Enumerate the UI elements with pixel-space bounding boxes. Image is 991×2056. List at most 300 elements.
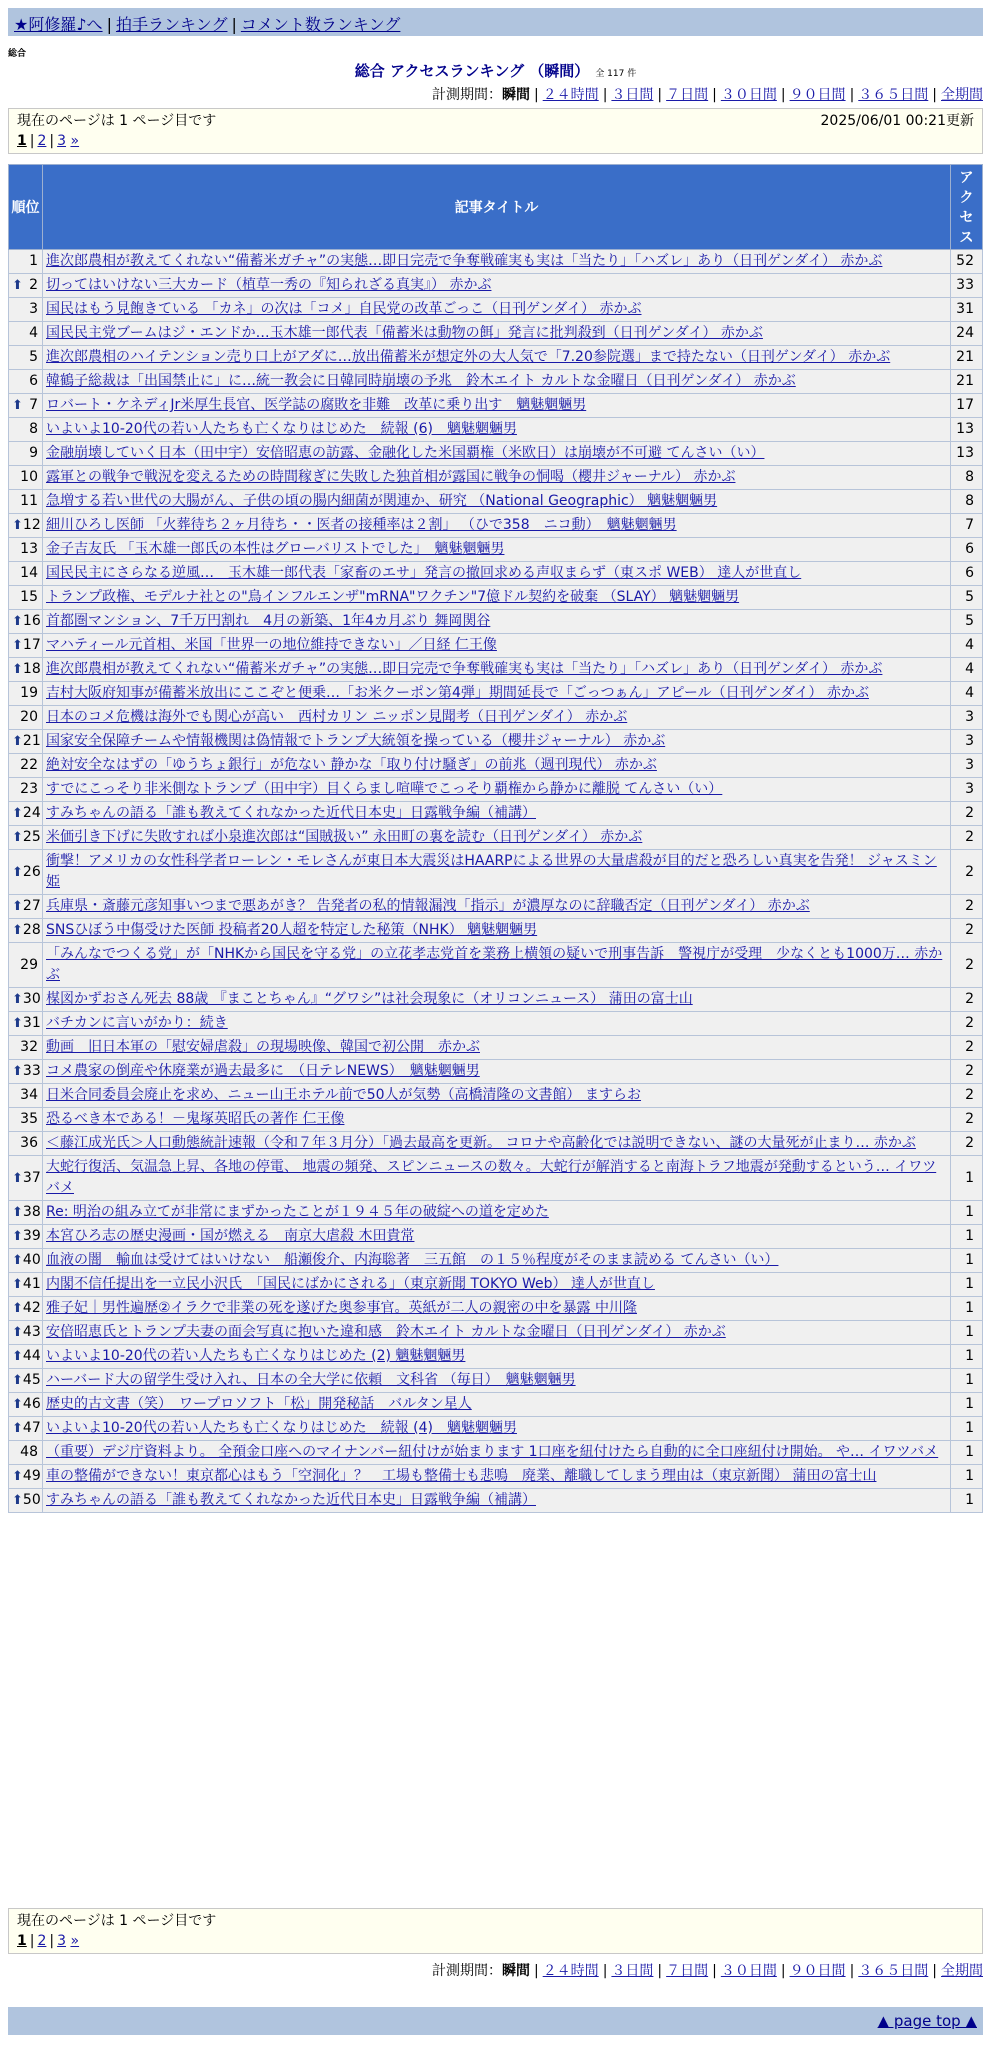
- period-separator: |: [849, 87, 855, 103]
- clap-ranking-link[interactable]: 拍手ランキング: [115, 15, 228, 34]
- rank-cell: [9, 1084, 43, 1108]
- article-link[interactable]: 衝撃！アメリカの女性科学者ローレン・モレさんが東日本大震災はHAARPによる世界の大量虐殺が目的だと恐ろしい真実を告発！ ジャスミン姫: [46, 853, 937, 890]
- rank-up-arrow-icon: ⬆: [12, 864, 23, 880]
- access-count: 5: [951, 610, 983, 634]
- access-count: 2: [951, 826, 983, 850]
- table-row: [9, 1108, 983, 1132]
- article-link[interactable]: 吉村大阪府知事が備蓄米放出にここぞと便乗…「お米クーポン第4弾」期間延長で「ごっつぁん」アピール（日刊ゲンダイ） 赤かぶ: [46, 685, 869, 701]
- title-cell: [43, 634, 951, 658]
- rank-number: 42: [22, 1300, 41, 1316]
- rank-number: 19: [20, 685, 38, 701]
- article-link[interactable]: コメ農家の倒産や休廃業が過去最多に （日テレNEWS） 魑魅魍魎男: [46, 1063, 480, 1079]
- rank-cell: [9, 466, 43, 490]
- rank-cell: [9, 919, 43, 943]
- home-link[interactable]: ★阿修羅♪へ: [14, 15, 103, 34]
- rank-number: 22: [20, 757, 38, 773]
- rank-number: 3: [29, 301, 38, 317]
- rank-cell: [9, 1417, 43, 1441]
- title-cell: [43, 442, 951, 466]
- period-separator: |: [849, 1963, 855, 1979]
- rank-cell: [9, 538, 43, 562]
- table-row: [9, 919, 983, 943]
- title-cell: [43, 1273, 951, 1297]
- rank-number: 26: [22, 863, 41, 880]
- article-link[interactable]: 細川ひろし医師 「火葬待ち２ヶ月待ち・・医者の接種率は２割」 （ひで358 ニコ動） 魑魅魍魎男: [46, 517, 677, 533]
- access-count: 2: [951, 919, 983, 943]
- period-label: 計測期間：: [431, 1963, 502, 1979]
- table-row: [9, 1201, 983, 1225]
- rank-number: 43: [22, 1324, 41, 1340]
- access-count: 2: [951, 895, 983, 919]
- page-title: [0, 60, 991, 81]
- article-link[interactable]: 大蛇行復活、気温急上昇、各地の停電、 地震の頻発、スピンニュースの数々。大蛇行が解消すると南海トラフ地震が発動するという… イワツバメ: [46, 1159, 937, 1196]
- current-page-number: 1: [17, 133, 27, 149]
- access-count: 24: [951, 322, 983, 346]
- title-cell: [43, 1084, 951, 1108]
- rank-up-arrow-icon: ⬆: [12, 1277, 23, 1292]
- rank-up-arrow-icon: ⬆: [12, 398, 23, 413]
- period-separator: |: [533, 87, 539, 103]
- article-link[interactable]: 血液の闇 輸血は受けてはいけない 船瀬俊介、内海聡著 三五館 の１５％程度がそのまま読める てんさい（い）: [46, 1252, 779, 1268]
- page-link[interactable]: 2: [37, 1933, 47, 1949]
- rank-number: 23: [20, 781, 38, 797]
- title-cell: [43, 1108, 951, 1132]
- title-cell: [43, 988, 951, 1012]
- table-row: [9, 1273, 983, 1297]
- period-separator: |: [533, 1963, 539, 1979]
- table-row: [9, 1249, 983, 1273]
- title-cell: [43, 1060, 951, 1084]
- rank-cell: [9, 1201, 43, 1225]
- rank-number: 9: [29, 445, 38, 461]
- period-option-link[interactable]: ３６５日間: [858, 1963, 929, 1979]
- page-links: [17, 1931, 974, 1951]
- article-link[interactable]: Re: 明治の組み立てが非常にまずかったことが１９４５年の破綻への道を定めた: [46, 1204, 549, 1220]
- article-link[interactable]: 動画 旧日本軍の「慰安婦虐殺」の現場映像、韓国で初公開 赤かぶ: [46, 1039, 480, 1055]
- title-cell: [43, 322, 951, 346]
- table-row: [9, 1132, 983, 1156]
- article-link[interactable]: 金融崩壊していく日本（田中宇）安倍昭恵の訪露、金融化した米国覇権（米欧日）は崩壊が不可避 てんさい（い）: [46, 445, 765, 461]
- access-count: 4: [951, 682, 983, 706]
- rank-number: 14: [20, 565, 38, 581]
- table-row: [9, 610, 983, 634]
- rank-up-arrow-icon: ⬆: [12, 923, 23, 938]
- title-cell: [43, 610, 951, 634]
- access-count: 1: [951, 1201, 983, 1225]
- rank-cell: [9, 1225, 43, 1249]
- table-row: [9, 1156, 983, 1201]
- current-page-number: 1: [17, 1933, 27, 1949]
- article-link[interactable]: 日米合同委員会廃止を求め、ニュー山王ホテル前で50人が気勢（高橋清隆の文書館） ますらお: [46, 1087, 642, 1103]
- rank-number: 48: [20, 1444, 38, 1460]
- article-link[interactable]: いよいよ10-20代の若い人たちも亡くなりはじめた 続報 (6) 魑魅魍魎男: [46, 421, 517, 437]
- article-link[interactable]: 韓鶴子総裁は「出国禁止に」に…統一教会に日韓同時崩壊の予兆 鈴木エイト カルトな金曜日（日刊ゲンダイ） 赤かぶ: [46, 373, 796, 389]
- article-link[interactable]: すでにこっそり非米側なトランプ（田中宇）目くらまし喧嘩でこっそり覇権から静かに離脱 てんさい（い）: [46, 781, 723, 797]
- period-selector-bottom: [432, 1960, 983, 1980]
- period-separator: |: [712, 87, 717, 103]
- access-count: 1: [951, 1369, 983, 1393]
- article-link[interactable]: 兵庫県・斎藤元彦知事いつまで悪あがき？ 告発者の私的情報漏洩「指示」が濃厚なのに辞職否定（日刊ゲンダイ） 赤かぶ: [46, 898, 810, 914]
- ranking-table: [8, 164, 983, 1513]
- rank-cell: [9, 1393, 43, 1417]
- rank-number: 13: [20, 541, 38, 557]
- table-row: [9, 1297, 983, 1321]
- title-cell: [43, 250, 951, 274]
- rank-up-arrow-icon: ⬆: [12, 278, 23, 293]
- period-separator: |: [602, 87, 608, 103]
- access-count: 8: [951, 490, 983, 514]
- article-link[interactable]: 国民はもう見飽きている 「カネ」の次は「コメ」自民党の改革ごっこ（日刊ゲンダイ） 赤かぶ: [46, 301, 642, 317]
- table-row: [9, 634, 983, 658]
- table-row: [9, 943, 983, 988]
- page-link[interactable]: 3: [57, 1933, 67, 1949]
- title-cell: [43, 562, 951, 586]
- access-count: 2: [951, 943, 983, 988]
- rank-number: 39: [22, 1228, 41, 1244]
- article-link[interactable]: 国民民主にさらなる逆風… 玉木雄一郎代表「家畜のエサ」発言の撤回求める声収まらず（東スポ WEB） 達人が世直し: [46, 565, 802, 581]
- rank-cell: [9, 1108, 43, 1132]
- rank-number: 46: [22, 1396, 41, 1412]
- article-link[interactable]: 首都圏マンション、7千万円割れ 4月の新築、1年4カ月ぶり 舞岡関谷: [46, 613, 491, 629]
- period-separator: |: [932, 1963, 937, 1979]
- article-link[interactable]: （重要）デジ庁資料より。 全預金口座へのマイナンバー紐付けが始まります 1口座を紐付けたら自動的に全口座紐付け開始。 や… イワツバメ: [46, 1444, 939, 1460]
- article-link[interactable]: トランプ政権、モデルナ社との"鳥インフルエンザ"mRNA"ワクチン"7億ドル契約を破棄 （SLAY） 魑魅魍魎男: [46, 589, 740, 605]
- article-link[interactable]: 日本のコメ危機は海外でも関心が高い 西村カリン ニッポン見聞考（日刊ゲンダイ） 赤かぶ: [46, 709, 628, 725]
- page-link[interactable]: 2: [37, 133, 47, 149]
- page-links: [17, 131, 974, 151]
- access-count: 1: [951, 1297, 983, 1321]
- rank-up-arrow-icon: ⬆: [12, 830, 23, 845]
- table-row: [9, 1465, 983, 1489]
- access-count: 2: [951, 1036, 983, 1060]
- article-link[interactable]: 進次郎農相が教えてくれない“備蓄米ガチャ”の実態…即日完売で争奪戦確実も実は「当たり」「ハズレ」あり（日刊ゲンダイ） 赤かぶ: [46, 253, 883, 269]
- title-cell: [43, 538, 951, 562]
- title-cell: [43, 1297, 951, 1321]
- article-link[interactable]: 国民民主党ブームはジ・エンドか…玉木雄一郎代表「備蓄米は動物の餌」発言に批判殺到（日刊ゲンダイ） 赤かぶ: [46, 325, 763, 341]
- rank-cell: [9, 1060, 43, 1084]
- rank-cell: [9, 1273, 43, 1297]
- period-option-link[interactable]: ９０日間: [789, 87, 846, 103]
- title-cell: [43, 274, 951, 298]
- title-cell: [43, 490, 951, 514]
- rank-number: 33: [22, 1063, 41, 1079]
- table-row: [9, 394, 983, 418]
- article-link[interactable]: ＜藤江成光氏＞人口動態統計速報（令和７年３月分）「過去最高を更新。 コロナや高齢化では説明できない、謎の大量死が止まり… 赤かぶ: [46, 1135, 916, 1151]
- rank-cell: [9, 298, 43, 322]
- title-cell: [43, 1012, 951, 1036]
- period-option-link[interactable]: ３０日間: [720, 1963, 777, 1979]
- table-row: [9, 1489, 983, 1513]
- rank-up-arrow-icon: ⬆: [12, 1016, 23, 1031]
- article-link[interactable]: 内閣不信任提出を一立民小沢氏 「国民にばかにされる」（東京新聞 TOKYO Web） 達人が世直し: [46, 1276, 655, 1292]
- rank-cell: [9, 1489, 43, 1513]
- rank-cell: [9, 1369, 43, 1393]
- access-count: 52: [951, 250, 983, 274]
- rank-cell: [9, 514, 43, 538]
- rank-number: 16: [22, 613, 41, 629]
- title-cell: [43, 1225, 951, 1249]
- rank-number: 34: [20, 1087, 38, 1103]
- rank-number: 50: [22, 1492, 41, 1508]
- rank-number: 36: [20, 1135, 38, 1151]
- rank-up-arrow-icon: ⬆: [12, 1349, 23, 1364]
- title-cell: [43, 826, 951, 850]
- rank-cell: [9, 418, 43, 442]
- rank-number: 7: [29, 397, 38, 413]
- title-cell: [43, 730, 951, 754]
- title-cell: [43, 418, 951, 442]
- table-row: [9, 850, 983, 895]
- pager-info-row: [17, 1911, 974, 1931]
- title-cell: [43, 778, 951, 802]
- rank-cell: [9, 586, 43, 610]
- pager-info-row: [17, 111, 974, 131]
- table-row: [9, 1012, 983, 1036]
- rank-number: 25: [22, 829, 41, 845]
- access-count: 1: [951, 1393, 983, 1417]
- period-option-link[interactable]: ９０日間: [789, 1963, 846, 1979]
- rank-cell: [9, 1345, 43, 1369]
- pager-bottom: [8, 1908, 983, 1954]
- access-count: 13: [951, 418, 983, 442]
- table-row: [9, 706, 983, 730]
- access-count: 2: [951, 1084, 983, 1108]
- title-cell: [43, 895, 951, 919]
- table-row: [9, 370, 983, 394]
- updated-time: 2025/06/01 00:21更新: [820, 113, 974, 129]
- period-separator: |: [932, 87, 937, 103]
- article-link[interactable]: 進次郎農相のハイテンション売り口上がアダに…放出備蓄米が想定外の大人気で「7.20参院選」まで持たない（日刊ゲンダイ） 赤かぶ: [46, 349, 891, 365]
- period-option-link[interactable]: ７日間: [666, 87, 709, 103]
- rank-cell: [9, 442, 43, 466]
- table-row: [9, 658, 983, 682]
- article-link[interactable]: 歴史的古文書（笑） ワープロソフト「松」開発秘話 バルタン星人: [46, 1396, 472, 1412]
- rank-up-arrow-icon: ⬆: [12, 1064, 23, 1079]
- title-cell: [43, 850, 951, 895]
- rank-up-arrow-icon: ⬆: [12, 1493, 23, 1508]
- table-row: [9, 895, 983, 919]
- title-cell: [43, 1132, 951, 1156]
- section-label: 総合: [8, 49, 27, 59]
- title-cell: [43, 1489, 951, 1513]
- rank-number: 28: [22, 922, 41, 938]
- table-row: [9, 490, 983, 514]
- rank-up-arrow-icon: ⬆: [12, 1301, 23, 1316]
- article-link[interactable]: バチカンに言いがかり：続き: [46, 1015, 228, 1031]
- rank-up-arrow-icon: ⬆: [12, 1253, 23, 1268]
- access-count: 1: [951, 1345, 983, 1369]
- page-link[interactable]: 3: [57, 133, 67, 149]
- table-row: [9, 1060, 983, 1084]
- article-link[interactable]: すみちゃんの語る「誰も教えてくれなかった近代日本史」日露戦争編（補講）: [46, 1492, 536, 1508]
- period-label: 計測期間：: [431, 87, 502, 103]
- rank-cell: [9, 1297, 43, 1321]
- rank-number: 2: [29, 277, 38, 293]
- table-row: [9, 1345, 983, 1369]
- rank-up-arrow-icon: ⬆: [12, 806, 23, 821]
- article-link[interactable]: すみちゃんの語る「誰も教えてくれなかった近代日本史」日露戦争編（補講）: [46, 805, 536, 821]
- period-separator: |: [780, 87, 786, 103]
- period-option-link[interactable]: 全期間: [941, 87, 983, 103]
- period-option-link[interactable]: ３６５日間: [858, 87, 929, 103]
- period-option-link[interactable]: 全期間: [941, 1963, 983, 1979]
- period-option-link[interactable]: ３０日間: [720, 87, 777, 103]
- title-cell: [43, 1321, 951, 1345]
- title-cell: [43, 394, 951, 418]
- access-count: 1: [951, 1273, 983, 1297]
- article-link[interactable]: 恐るべき本である！－鬼塚英昭氏の著作 仁王像: [46, 1111, 345, 1127]
- article-link[interactable]: 切ってはいけない三大カード（植草一秀の『知られざる真実』） 赤かぶ: [46, 277, 492, 293]
- access-count: 1: [951, 1489, 983, 1513]
- period-selector: [432, 84, 983, 104]
- access-count: 1: [951, 1249, 983, 1273]
- page-separator: |: [29, 1933, 35, 1949]
- rank-cell: [9, 850, 43, 895]
- rank-number: 1: [29, 253, 38, 269]
- table-row: [9, 754, 983, 778]
- rank-number: 44: [22, 1348, 41, 1364]
- rank-cell: [9, 1249, 43, 1273]
- rank-number: 4: [29, 325, 38, 341]
- current-page-text: 現在のページは 1 ページ目です: [17, 113, 217, 129]
- title-cell: [43, 1201, 951, 1225]
- access-count: 2: [951, 1132, 983, 1156]
- access-count: 21: [951, 370, 983, 394]
- access-count: 33: [951, 274, 983, 298]
- rank-cell: [9, 322, 43, 346]
- article-link[interactable]: 国家安全保障チームや情報機関は偽情報でトランプ大統領を操っている（櫻井ジャーナル） 赤かぶ: [46, 733, 666, 749]
- rank-number: 5: [29, 349, 38, 365]
- article-link[interactable]: 車の整備ができない！東京都心はもう「空洞化」？ 工場も整備士も悲鳴 廃業、離職してしまう理由は（東京新聞） 蒲田の富士山: [46, 1468, 877, 1484]
- article-link[interactable]: 金子吉友氏 「玉木雄一郎氏の本性はグローバリストでした」 魑魅魍魎男: [46, 541, 505, 557]
- rank-number: 6: [29, 373, 38, 389]
- article-link[interactable]: ハーバード大の留学生受け入れ、日本の全大学に依頼 文科省 （毎日） 魑魅魍魎男: [46, 1372, 576, 1388]
- title-cell: [43, 943, 951, 988]
- title-cell: [43, 754, 951, 778]
- title-cell: [43, 466, 951, 490]
- rank-cell: [9, 1132, 43, 1156]
- period-option-link[interactable]: ２４時間: [542, 87, 599, 103]
- access-count: 21: [951, 346, 983, 370]
- comment-ranking-link[interactable]: コメント数ランキング: [240, 15, 401, 34]
- rank-number: 29: [20, 956, 38, 973]
- nav-separator: |: [231, 15, 237, 34]
- article-link[interactable]: マハティール元首相、米国「世界一の地位維持できない」／日経 仁王像: [46, 637, 497, 653]
- access-count: 1: [951, 1156, 983, 1201]
- table-row: [9, 298, 983, 322]
- next-page-link[interactable]: »: [70, 133, 80, 149]
- period-option-link[interactable]: ３日間: [611, 87, 654, 103]
- period-separator: |: [657, 87, 663, 103]
- rank-cell: [9, 778, 43, 802]
- article-link[interactable]: 急増する若い世代の大腸がん、子供の頃の腸内細菌が関連か、研究 （National Geographic） 魑魅魍魎男: [46, 493, 718, 509]
- rank-cell: [9, 754, 43, 778]
- access-count: 1: [951, 1441, 983, 1465]
- article-link[interactable]: SNSひぼう中傷受けた医師 投稿者20人超を特定した秘策（NHK） 魑魅魍魎男: [46, 922, 538, 938]
- title-cell: [43, 1369, 951, 1393]
- rank-number: 45: [22, 1372, 41, 1388]
- period-separator: |: [602, 1963, 608, 1979]
- article-link[interactable]: 進次郎農相が教えてくれない“備蓄米ガチャ”の実態…即日完売で争奪戦確実も実は「当たり」「ハズレ」あり（日刊ゲンダイ） 赤かぶ: [46, 661, 883, 677]
- page-separator: |: [49, 133, 55, 149]
- rank-up-arrow-icon: ⬆: [12, 1205, 23, 1220]
- next-page-link[interactable]: »: [70, 1933, 80, 1949]
- title-cell: [43, 298, 951, 322]
- footer-bar: [8, 2007, 983, 2035]
- period-separator: |: [657, 1963, 663, 1979]
- rank-cell: [9, 988, 43, 1012]
- title-cell: [43, 1345, 951, 1369]
- title-cell: [43, 1441, 951, 1465]
- rank-number: 18: [22, 661, 41, 677]
- article-link[interactable]: 「みんなでつくる党」が「NHKから国民を守る党」の立花孝志党首を業務上横領の疑いで刑事告訴 警視庁が受理 少なくとも1000万… 赤かぶ: [46, 946, 943, 983]
- rank-up-arrow-icon: ⬆: [12, 1170, 23, 1186]
- article-link[interactable]: ロバート・ケネディJr米厚生長官、医学誌の腐敗を非難 改革に乗り出す 魑魅魍魎男: [46, 397, 587, 413]
- article-link[interactable]: いよいよ10-20代の若い人たちも亡くなりはじめた (2) 魑魅魍魎男: [46, 1348, 466, 1364]
- rank-cell: [9, 634, 43, 658]
- rank-up-arrow-icon: ⬆: [12, 1421, 23, 1436]
- title-cell: [43, 370, 951, 394]
- access-count: 4: [951, 634, 983, 658]
- article-link[interactable]: 楳図かずおさん死去 88歳 『まことちゃん』“グワシ”は社会現象に（オリコンニュース） 蒲田の富士山: [46, 991, 693, 1007]
- title-header: 記事タイトル: [43, 165, 951, 250]
- article-link[interactable]: 本宮ひろ志の歴史漫画・国が燃える 南京大虐殺 木田貴常: [46, 1228, 415, 1244]
- access-count: 6: [951, 562, 983, 586]
- rank-number: 41: [22, 1276, 41, 1292]
- rank-number: 21: [22, 733, 41, 749]
- rank-up-arrow-icon: ⬆: [12, 1469, 23, 1484]
- title-cell: [43, 586, 951, 610]
- rank-cell: [9, 943, 43, 988]
- period-current: 瞬間: [501, 1963, 530, 1979]
- rank-cell: [9, 706, 43, 730]
- rank-cell: [9, 1465, 43, 1489]
- rank-cell: [9, 274, 43, 298]
- page-top-link[interactable]: ▲ page top ▲: [877, 2012, 977, 2030]
- period-option-link[interactable]: ２４時間: [542, 1963, 599, 1979]
- article-link[interactable]: 絶対安全なはずの「ゆうちょ銀行」が危ない 静かな「取り付け騒ぎ」の前兆（週刊現代） 赤かぶ: [46, 757, 657, 773]
- rank-number: 49: [22, 1468, 41, 1484]
- table-row: [9, 1321, 983, 1345]
- period-current: 瞬間: [501, 87, 530, 103]
- access-count: 2: [951, 988, 983, 1012]
- table-row: [9, 778, 983, 802]
- current-page-text: 現在のページは 1 ページ目です: [17, 1913, 217, 1929]
- table-row: [9, 1393, 983, 1417]
- article-link[interactable]: いよいよ10-20代の若い人たちも亡くなりはじめた 続報 (4) 魑魅魍魎男: [46, 1420, 517, 1436]
- rank-number: 24: [22, 805, 41, 821]
- article-link[interactable]: 米価引き下げに失敗すれば小泉進次郎は“国賊扱い” 永田町の裏を読む（日刊ゲンダイ） 赤かぶ: [46, 829, 643, 845]
- rank-number: 31: [22, 1015, 41, 1031]
- access-count: 3: [951, 706, 983, 730]
- rank-number: 40: [22, 1252, 41, 1268]
- article-link[interactable]: 露軍との戦争で戦況を変えるための時間稼ぎに失敗した独首相が露国に戦争の恫喝（櫻井ジャーナル） 赤かぶ: [46, 469, 736, 485]
- rank-number: 20: [20, 709, 38, 725]
- pager-top: [8, 108, 983, 154]
- access-count: 13: [951, 442, 983, 466]
- title-cell: [43, 1465, 951, 1489]
- page-separator: |: [49, 1933, 55, 1949]
- period-option-link[interactable]: ３日間: [611, 1963, 654, 1979]
- article-link[interactable]: 雅子妃｜男性遍歴②イラクで非業の死を遂げた奥参事官。英紙が二人の親密の中を暴露 中川隆: [46, 1300, 637, 1316]
- access-count: 2: [951, 1060, 983, 1084]
- title-text: 総合 アクセスランキング （瞬間）: [354, 62, 590, 80]
- access-count: 2: [951, 1108, 983, 1132]
- article-link[interactable]: 安倍昭恵氏とトランプ夫妻の面会写真に抱いた違和感 鈴木エイト カルトな金曜日（日刊ゲンダイ） 赤かぶ: [46, 1324, 726, 1340]
- rank-cell: [9, 370, 43, 394]
- rank-cell: [9, 394, 43, 418]
- period-option-link[interactable]: ７日間: [666, 1963, 709, 1979]
